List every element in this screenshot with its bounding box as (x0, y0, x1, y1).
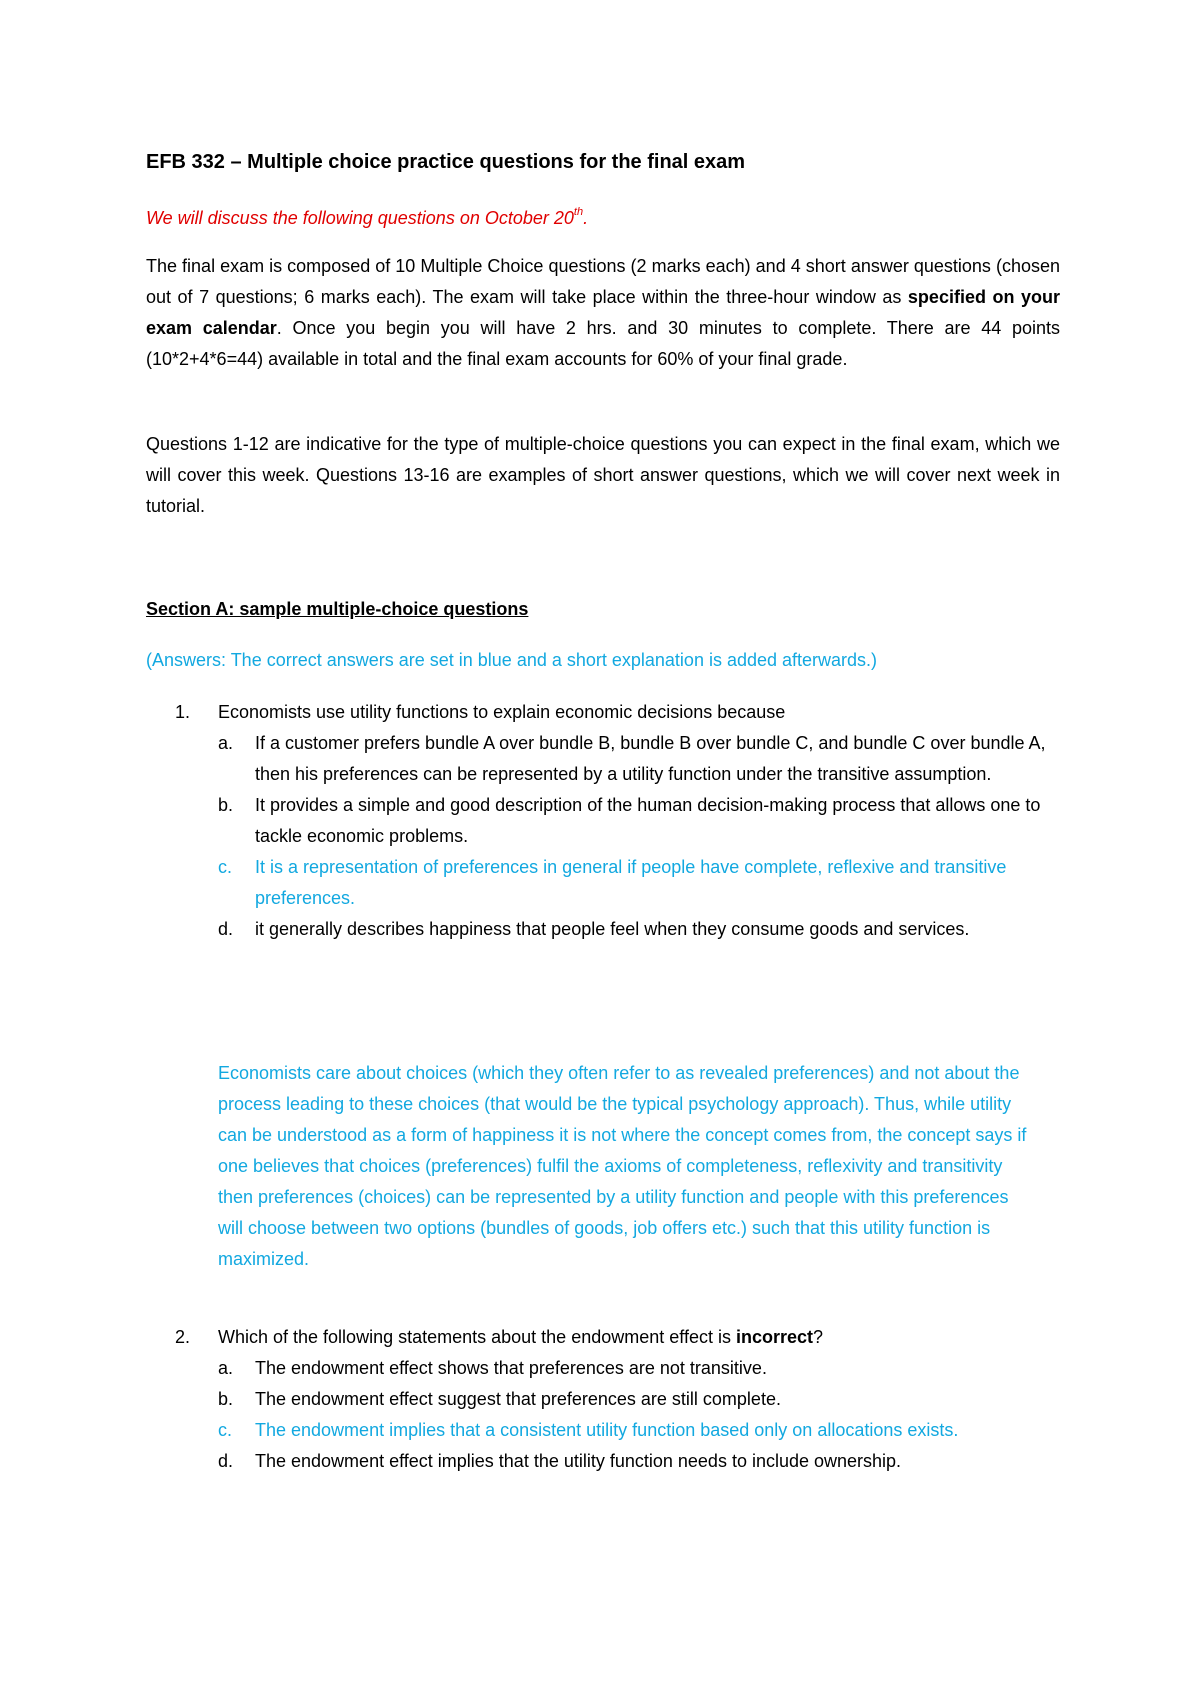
section-title: Section A: sample multiple-choice questions (146, 599, 529, 619)
question-1 (175, 697, 1055, 945)
option-c-correct (218, 852, 1055, 914)
option-text: If a customer prefers bundle A over bundle B, bundle B over bundle C, and bundle C over bundle A, then his preferences can be represented by a utility function under the transitive assumption. (255, 733, 1046, 784)
option-text: It provides a simple and good description of the human decision-making process that allows one to tackle economic problems. (255, 795, 1041, 846)
questions-info-paragraph: Questions 1-12 are indicative for the type of multiple-choice questions you can expect in the final exam, which we will cover this week. Questions 13-16 are examples of short answer questions, which we will cover next week in tutorial. (146, 434, 1060, 516)
option-text: it generally describes happiness that people feel when they consume goods and services. (255, 919, 970, 939)
question-2-text-bold: incorrect (735, 1327, 813, 1347)
question-2 (175, 1322, 1055, 1477)
option-text: The endowment effect suggest that preferences are still complete. (255, 1389, 781, 1409)
discussion-note-text: We will discuss the following questions on October 20 (146, 208, 574, 228)
option-d (218, 1446, 1055, 1477)
discussion-note-sup: th (573, 206, 584, 218)
discussion-note-end: . (583, 208, 589, 228)
option-letter: d. (218, 1451, 234, 1471)
option-a (218, 1353, 1055, 1384)
exam-info-part1: The final exam is composed of 10 Multiple Choice questions (2 marks each) and 4 short answer questions (chosen out of 7 questions; 6 marks each). The exam will take place within the three-hour window as (146, 256, 1060, 307)
question-2-number: 2. (175, 1327, 191, 1347)
question-2-stem (175, 1322, 1055, 1353)
option-letter: a. (218, 1358, 234, 1378)
exam-info-paragraph (146, 251, 1060, 375)
option-text: The endowment effect shows that preferences are not transitive. (255, 1358, 767, 1378)
option-b (218, 790, 1055, 852)
option-letter: b. (218, 1389, 234, 1409)
page-title: EFB 332 – Multiple choice practice questions for the final exam (146, 151, 746, 173)
option-letter: d. (218, 919, 234, 939)
option-d (218, 914, 1055, 945)
exam-info-bold: specified on your exam calendar (146, 287, 1060, 338)
discussion-note (146, 205, 588, 231)
option-b (218, 1384, 1055, 1415)
answers-note: (Answers: The correct answers are set in blue and a short explanation is added afterwards.) (146, 650, 878, 670)
option-text: It is a representation of preferences in general if people have complete, reflexive and transitive preferences. (255, 857, 1007, 908)
option-letter: a. (218, 733, 234, 753)
option-letter: c. (218, 1420, 233, 1440)
option-letter: b. (218, 795, 234, 815)
question-1-stem (175, 697, 1055, 728)
question-1-explanation: Economists care about choices (which they often refer to as revealed preferences) and not about the process leading to these choices (that would be the typical psychology approach). Thus, while utility can be understood as a form of happiness it is not where the concept comes from, the concept says if one believes that choices (preferences) fulfil the axioms of completeness, reflexivity and transitivity then preferences (choices) can be represented by a utility function and people with this preferences will choose between two options (bundles of goods, job offers etc.) such that this utility function is maximized. (218, 1063, 1027, 1269)
question-2-text-before: Which of the following statements about the endowment effect is (218, 1327, 736, 1347)
question-1-options (175, 728, 1055, 945)
question-1-number: 1. (175, 702, 191, 722)
option-text: The endowment effect implies that the utility function needs to include ownership. (255, 1451, 902, 1471)
exam-info-part2: . Once you begin you will have 2 hrs. and 30 minutes to complete. There are 44 points (10*2+4*6=44) available in total and the final exam accounts for 60% of your final grade. (146, 318, 1060, 369)
option-letter: c. (218, 857, 233, 877)
option-a (218, 728, 1055, 790)
question-1-text: Economists use utility functions to explain economic decisions because (218, 702, 786, 722)
option-text: The endowment implies that a consistent utility function based only on allocations exists. (255, 1420, 959, 1440)
option-c-correct (218, 1415, 1055, 1446)
question-2-text-after: ? (813, 1327, 824, 1347)
question-2-options (175, 1353, 1055, 1477)
